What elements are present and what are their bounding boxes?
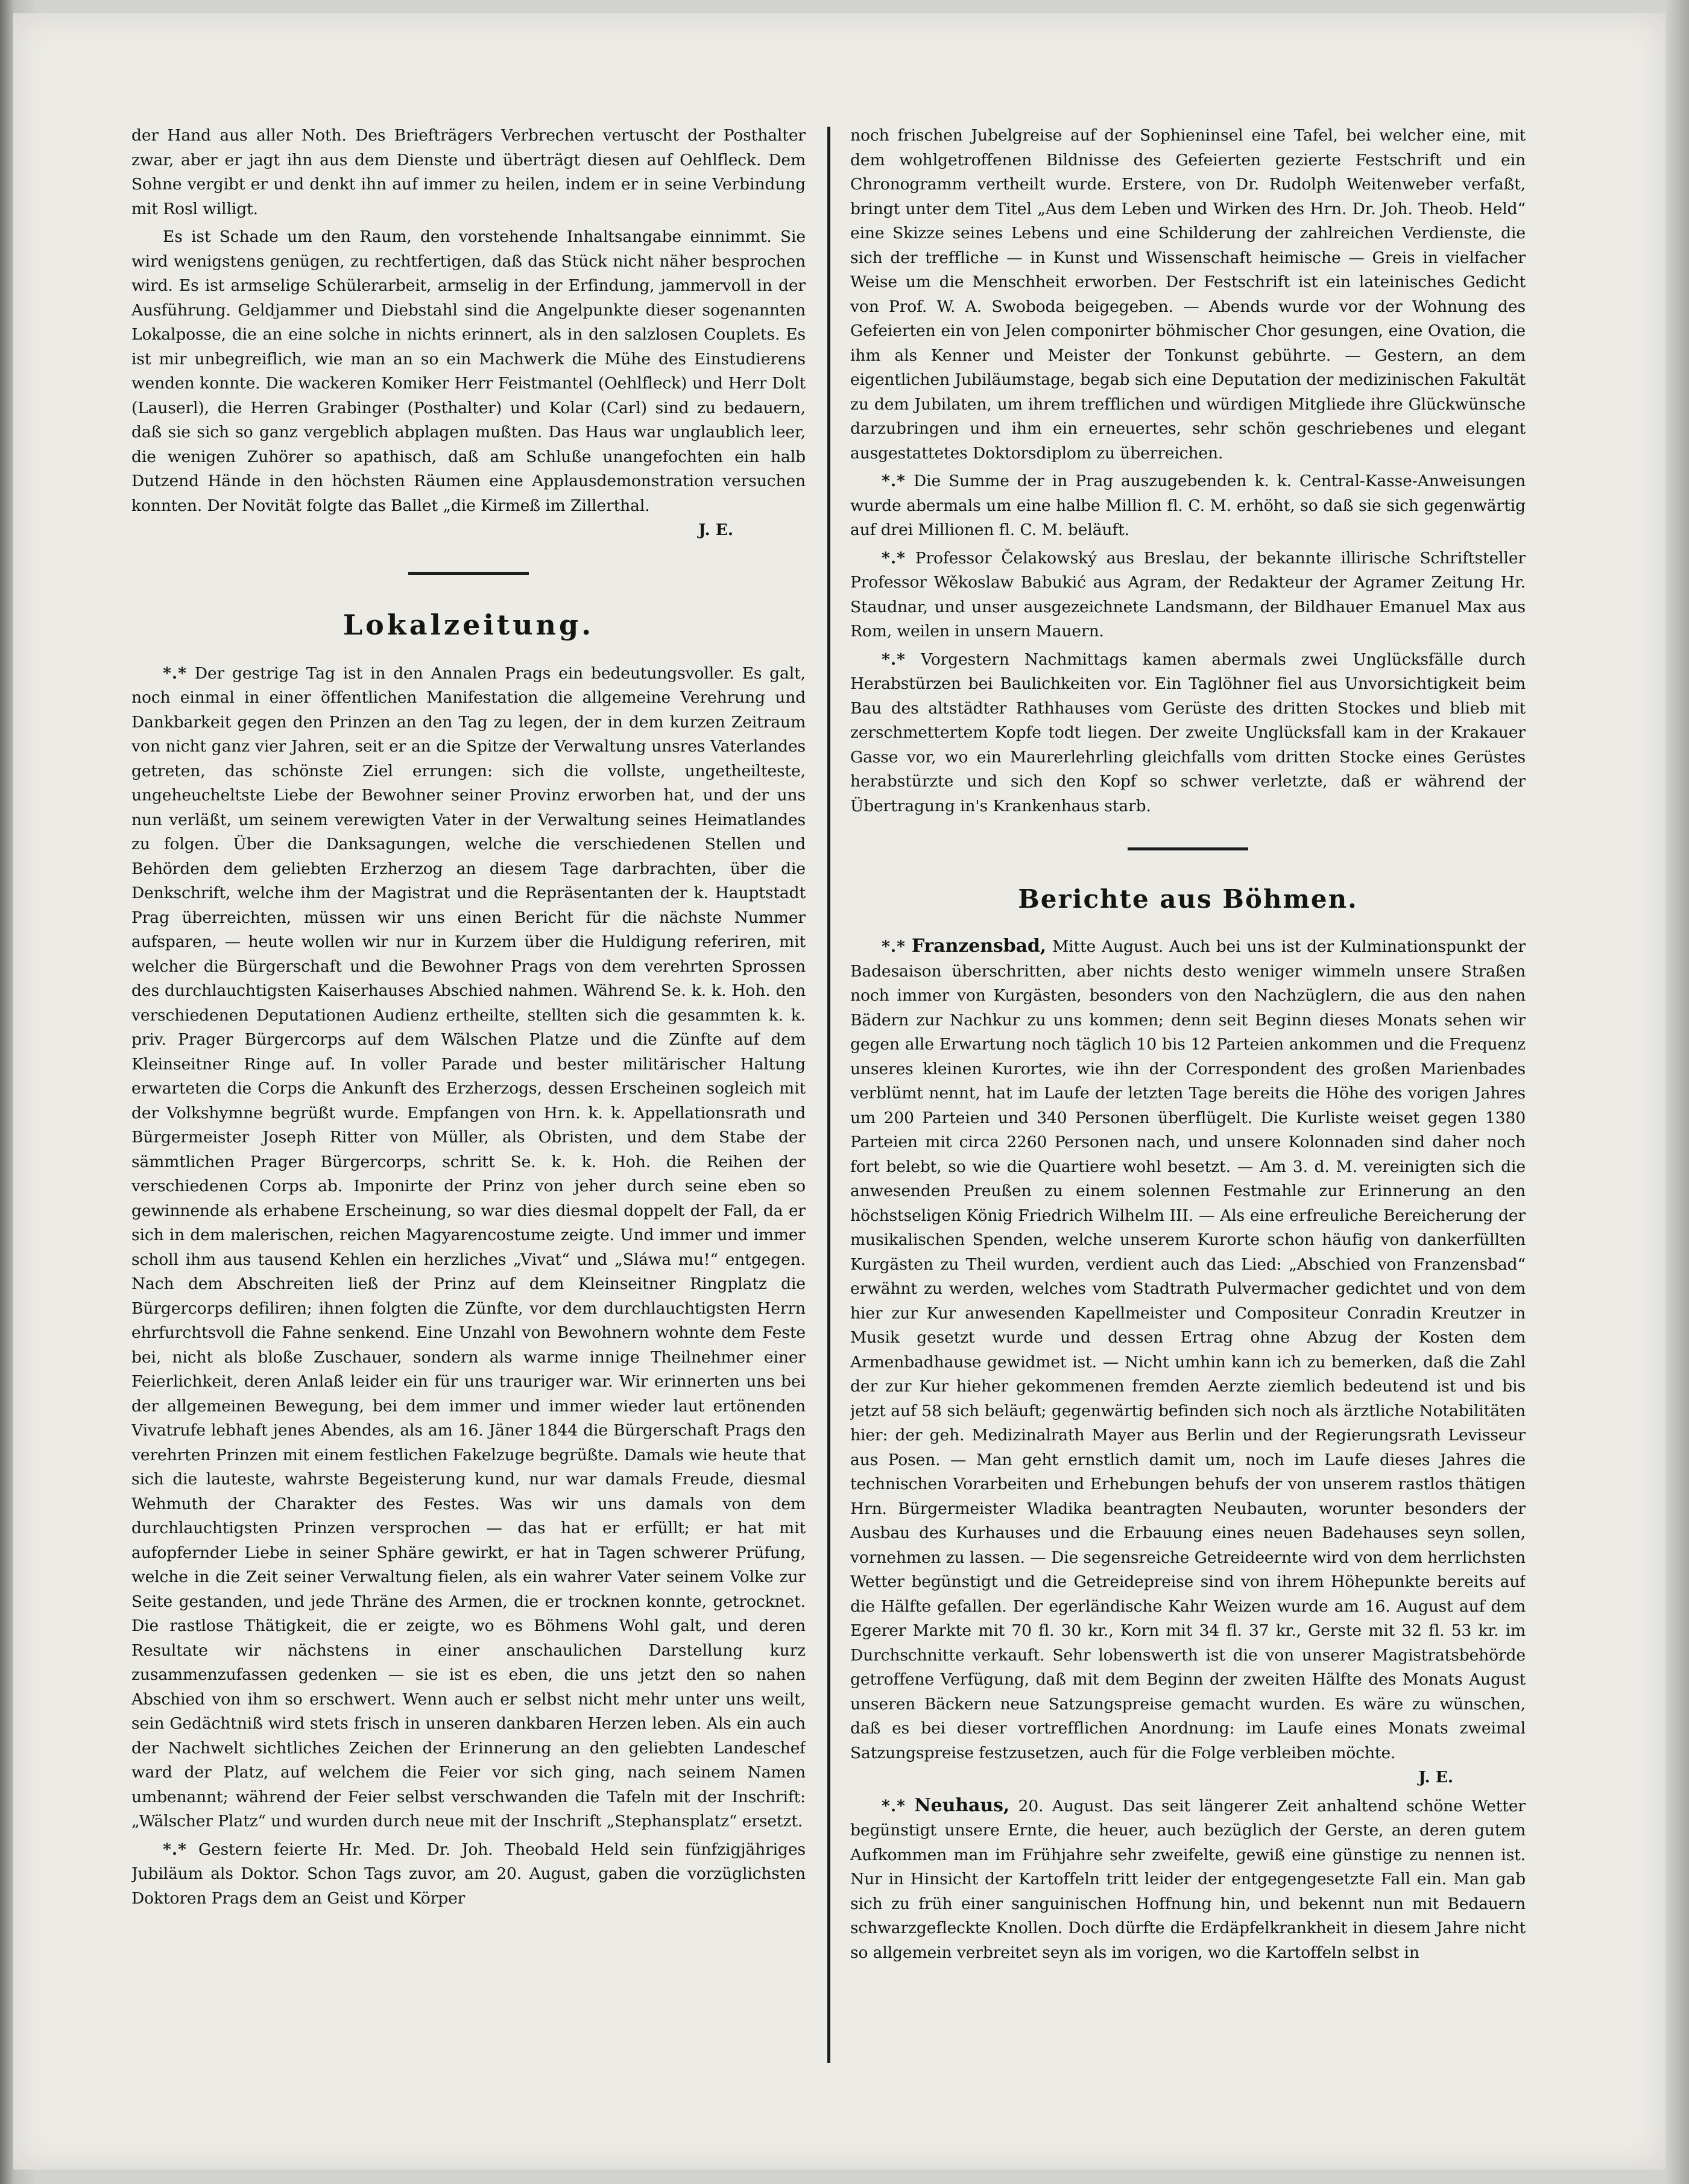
visitors-text: Professor Čelakowský aus Breslau, der bekannte illirische Schriftsteller Professor Wěkoslaw Babukić aus Agram, der Redakteur der Agramer Zeitung Hr. Staudnar, und unser ausgezeichnete Landsmann, der Bildhauer Emanuel Max aus Rom, weilen in unsern Mauern. <box>850 548 1526 641</box>
left-column <box>131 124 806 2118</box>
neuhaus-place: Neuhaus, <box>914 1794 1010 1816</box>
neuhaus-report <box>850 1794 1526 1966</box>
neuhaus-date: 20. August. <box>1018 1796 1114 1815</box>
paragraph-star-mark: *.* <box>882 650 906 669</box>
lokalzeitung-heading: Lokalzeitung. <box>343 608 595 641</box>
lokalzeitung-paragraph-2-text: Gestern feierte Hr. Med. Dr. Joh. Theobald Held sein fünfzigjähriges Jubiläum als Doktor. Schon Tags zuvor, am 20. August, gaben die vorzüglichsten Doktoren Prags dem an Geist und Körper <box>131 1840 806 1908</box>
theater-review-signature: J. E. <box>698 521 733 539</box>
paragraph-star-mark: *.* <box>163 663 187 683</box>
berichte-heading: Berichte aus Böhmen. <box>1018 884 1358 914</box>
accidents-paragraph <box>850 648 1526 819</box>
column-divider-rule <box>827 127 830 2063</box>
franzensbad-signature: J. E. <box>1418 1768 1453 1787</box>
paragraph-star-mark: *.* <box>882 1796 906 1815</box>
neuhaus-text: Das seit längerer Zeit anhaltend schöne Wetter begünstigt unsere Ernte, die heuer, auch bezüglich der Gerste, an deren gutem Aufkommen man im Frühjahre sehr zweifelte, gewiß eine günstige zu nennen ist. Nur in Hinsicht der Kartoffeln tritt leider der entgegengesetzte Fall ein. Man gab sich zu früh einer sanguinischen Hoffnung hin, und bekennt nun mit Bedauern schwarzgefleckte Knollen. Doch dürfte die Erdäpfelkrankheit in diesem Jahre nicht so allgemein verbreitet seyn als im vorigen, wo die Kartoffeln selbst in <box>850 1796 1526 1962</box>
paragraph-star-mark: *.* <box>163 1840 187 1859</box>
visitors-paragraph <box>850 546 1526 644</box>
theater-review-paragraph-2 <box>131 225 806 543</box>
section-divider-rule <box>1128 847 1248 850</box>
right-column <box>850 124 1526 2118</box>
lokalzeitung-paragraph-1 <box>131 662 806 1834</box>
franzensbad-report <box>850 934 1526 1790</box>
accidents-text: Vorgestern Nachmittags kamen abermals zwei Unglücksfälle durch Herabstürzen bei Baulichkeiten vor. Ein Taglöhner fiel aus Unvorsichtigkeit beim Bau des altstädter Rathhauses vom Gerüste des dritten Stockes und blieb mit zerschmettertem Kopfe todt liegen. Der zweite Unglücksfall kam in der Krakauer Gasse vor, wo ein Maurerlehrling gleichfalls vom dritten Stocke eines Gerüstes herabstürzte und sich den Kopf so schwer verletzte, daß er während der Übertragung in's Krankenhaus starb. <box>850 650 1526 815</box>
section-divider-rule <box>408 572 529 575</box>
theater-review-paragraph-1: der Hand aus aller Noth. Des Briefträgers Verbrechen vertuscht der Posthalter zwar, aber er jagt ihn aus dem Dienste und überträgt diesen auf Oehlfleck. Dem Sohne vergibt er und denkt ihn auf immer zu heilen, indem er in seine Verbindung mit Rosl willigt. <box>131 126 806 218</box>
lokalzeitung-paragraph-2 <box>131 1838 806 1911</box>
page-edge-shadow <box>1665 0 1689 2184</box>
franzensbad-text: Auch bei uns ist der Kulminationspunkt der Badesaison überschritten, aber nichts desto weniger wimmeln unsere Straßen noch immer von Kurgästen, besonders von den Nachzüglern, die aus den nahen Bädern zur Nachkur zu uns kommen; denn seit Beginn dieses Monats sehen wir gegen alle Erwartung noch täglich 10 bis 12 Parteien ankommen und die Frequenz unseres kleinen Kurortes, wie ihn der Correspondent des großen Marienbades verblümt nennt, hat im Laufe der letzten Tage bereits die Höhe des vorigen Jahres um 200 Parteien und 340 Personen überflügelt. Die Kurliste weiset gegen 1380 Parteien mit circa 2260 Personen nach, und unsere Kolonnaden sind daher noch fort belebt, so wie die Quartiere wohl besetzt. — Am 3. d. M. vereinigten sich die anwesenden Preußen zu einem solennen Festmahle zur Erinnerung an den höchstseligen König Friedrich Wilhelm III. — Als eine erfreuliche Bereicherung der musikalischen Spenden, welche unserem Kurorte schon häufig von dankerfüllten Kurgästen zu Theil wurden, verdient auch das Lied: „Abschied von Franzensbad“ erwähnt zu werden, welches vom Stadtrath Pulvermacher gedichtet und von dem hier zur Kur anwesenden Kapellmeister und Compositeur Conradin Kreutzer in Musik gesetzt wurde und dessen Ertrag ohne Abzug der Kosten dem Armenbadhause gewidmet ist. — Nicht umhin kann ich zu bemerken, daß die Zahl der zur Kur hieher gekommenen fremden Aerzte ziemlich bedeutend ist und bis jetzt auf 58 sich beläuft; gegenwärtig befinden sich noch als ärztliche Notabilitäten hier: der geh. Medizinalrath Mayer aus Berlin und der Regierungsrath Levisseur aus Posen. — Man geht ernstlich damit um, noch im Laufe dieses Jahres die technischen Vorarbeiten und Erhebungen behufs der von unserem rastlos thätigen Hrn. Bürgermeister Wladika beantragten Neubauten, worunter besonders der Ausbau des Kurhauses und die Erbauung eines neuen Badehauses seyn sollen, vornehmen zu lassen. — Die segensreiche Getreideernte wird von dem herrlichsten Wetter begünstigt und die Getreidepreise sind von ihrem Höhepunkte bereits auf die Hälfte gefallen. Der egerländische Kahr Weizen wurde am 16. August auf dem Egerer Markte mit 70 fl. 30 kr., Korn mit 34 fl. 37 kr., Gerste mit 32 fl. 53 kr. im Durchschnitte verkauft. Sehr lobenswerth ist die von unserer Magistratsbehörde getroffene Verfügung, daß mit dem Beginn der zweiten Hälfte des Monats August unseren Bäckern neue Satzungspreise gemacht wurden. Es wäre zu wünschen, daß es bei dieser vortrefflichen Anordnung: im Laufe eines Monats zweimal Satzungspreise festzusetzen, auch für die Folge verbleiben möchte. <box>850 937 1526 1762</box>
franzensbad-date: Mitte August. <box>1052 937 1164 956</box>
lokalzeitung-paragraph-1-text: Der gestrige Tag ist in den Annalen Prags ein bedeutungsvoller. Es galt, noch einmal in einer öffentlichen Manifestation die allgemeine Verehrung und Dankbarkeit gegen den Prinzen an den Tag zu legen, der in dem kurzen Zeitraum von nicht ganz vier Jahren, seit er an die Spitze der Verwaltung unsres Vaterlandes getreten, das schönste Ziel errungen: sich die vollste, ungetheilteste, ungeheucheltste Liebe der Bewohner seiner Provinz erworben hat, und der uns nun verläßt, um seinem verewigten Vater in der Verwaltung seines Heimatlandes zu folgen. Über die Danksagungen, welche die verschiedenen Stellen und Behörden dem geliebten Erzherzog an diesem Tage darbrachten, über die Denkschrift, welche ihm der Magistrat und die Repräsentanten der k. Hauptstadt Prag überreichten, müssen wir uns einen Bericht für die nächste Nummer aufsparen, — heute wollen wir nur in Kurzem über die Huldigung referiren, mit welcher die Bürgerschaft und die Bewohner Prags von dem verehrten Sprossen des durchlauchtigsten Kaiserhauses Abschied nahmen. Während Se. k. k. Hoh. den verschiedenen Deputationen Audienz ertheilte, stellten sich die gesammten k. k. priv. Prager Bürgercorps auf dem Wälschen Platze und die Zünfte auf dem Kleinseitner Ringe auf. In voller Parade und bester militärischer Haltung erwarteten die Corps die Ankunft des Erzherzogs, dessen Erscheinen sogleich mit der Volkshymne begrüßt wurde. Empfangen von Hrn. k. k. Appellationsrath und Bürgermeister Joseph Ritter von Müller, als Obristen, und dem Stabe der sämmtlichen Prager Bürgercorps, schritt Se. k. k. Hoh. die Reihen der verschiedenen Corps ab. Imponirte der Prinz von jeher durch seine eben so gewinnende als erhabene Erscheinung, so war dies diesmal doppelt der Fall, da er sich in dem malerischen, reichen Magyarencostume zeigte. Und immer und immer scholl ihm aus tausend Kehlen ein herzliches „Vivat“ und „Sláwa mu!“ entgegen. Nach dem Abschreiten ließ der Prinz auf dem Kleinseitner Ringplatz die Bürgercorps defiliren; ihnen folgten die Zünfte, vor dem durchlauchtigsten Herrn ehrfurchtsvoll die Fahne senkend. Eine Unzahl von Bewohnern wohnte dem Feste bei, nicht als bloße Zuschauer, sondern als warme innige Theilnehmer einer Feierlichkeit, deren Anlaß leider ein für uns trauriger war. Wir erinnerten uns bei der allgemeinen Bewegung, bei dem immer und immer wieder laut ertönenden Vivatrufe lebhaft jenes Abendes, als am 16. Jäner 1844 die Bürgerschaft Prags den verehrten Prinzen mit einem festlichen Fakelzuge begrüßte. Damals wie heute that sich die lauteste, wahrste Begeisterung kund, nur war damals Freude, diesmal Wehmuth der Charakter des Festes. Was wir uns damals von dem durchlauchtigsten Prinzen versprochen — das hat er erfüllt; er hat mit aufopfernder Liebe in seiner Sphäre gewirkt, er hat in Tagen schwerer Prüfung, welche in die Zeit seiner Verwaltung fielen, als ein wahrer Vater seinem Volke zur Seite gestanden, und jede Thräne des Armen, die er trocknen konnte, getrocknet. Die rastlose Thätigkeit, die er zeigte, wo es Böhmens Wohl galt, und deren Resultate wir nächstens in einer anschaulichen Darstellung kurz zusammenzufassen gedenken — sie ist es eben, die uns jetzt den so nahen Abschied von ihm so erschwert. Wenn auch er selbst nicht mehr unter uns weilt, sein Gedächtniß wird stets frisch in unseren dankbaren Herzen leben. Als ein auch der Nachwelt sichtliches Zeichen der Erinnerung an den geliebten Landeschef ward der Platz, auf welchem die Feier vor sich ging, nach seinem Namen umbenannt; während der Feier selbst verschwanden die Tafeln mit der Inschrift: „Wälscher Platz“ und wurden durch neue mit der Inschrift „Stephansplatz“ ersetzt. <box>131 663 806 1831</box>
kasse-anweisungen-text: Die Summe der in Prag auszugebenden k. k. Central-Kasse-Anweisungen wurde abermals um eine halbe Million fl. C. M. erhöht, so daß sie sich gegenwärtig auf drei Millionen fl. C. M. beläuft. <box>850 472 1526 539</box>
paragraph-star-mark: *.* <box>882 472 906 490</box>
franzensbad-place: Franzensbad, <box>911 935 1047 957</box>
paragraph-star-mark: *.* <box>882 937 906 956</box>
theater-review-paragraph-2-text: Es ist Schade um den Raum, den vorstehende Inhaltsangabe einnimmt. Sie wird wenigstens genügen, zu rechtfertigen, daß das Stück nicht näher besprochen wird. Es ist armselige Schülerarbeit, armselig in der Erfindung, jammervoll in der Ausführung. Geldjammer und Diebstahl sind die Angelpunkte dieser sogenannten Lokalposse, die an eine solche in nichts erinnert, als in den salzlosen Couplets. Es ist mir unbegreiflich, wie man an so ein Machwerk die Mühe des Einstudierens wenden konnte. Die wackeren Komiker Herr Feistmantel (Oehlfleck) und Herr Dolt (Lauserl), die Herren Grabinger (Posthalter) und Kolar (Carl) sind zu bedauern, daß sie sich so ganz vergeblich abplagen mußten. Das Haus war unglaublich leer, die wenigen Zuhörer so apathisch, daß am Schluße unangefochten ein halb Dutzend Hände in den höchsten Räumen eine Applausdemonstration versuchen konnten. Der Novität folgte das Ballet „die Kirmeß im Zillerthal. <box>131 227 806 515</box>
jubilee-continuation-paragraph: noch frischen Jubelgreise auf der Sophieninsel eine Tafel, bei welcher eine, mit dem wohlgetroffenen Bildnisse des Gefeierten gezierte Festschrift und ein Chronogramm vertheilt wurde. Erstere, von Dr. Rudolph Weitenweber verfaßt, bringt unter dem Titel „Aus dem Leben und Wirken des Hrn. Dr. Joh. Theob. Held“ eine Skizze seines Lebens und eine Schilderung der zahlreichen Verdienste, die sich der treffliche — in Kunst und Wissenschaft heimische — Greis in vielfacher Weise um die Menschheit erworben. Der Festschrift ist ein lateinisches Gedicht von Prof. W. A. Swoboda beigegeben. — Abends wurde vor der Wohnung des Gefeierten ein von Jelen componirter böhmischer Chor gesungen, eine Ovation, die ihm als Kenner und Meister der Tonkunst gebührte. — Gestern, an dem eigentlichen Jubiläumstage, begab sich eine Deputation der medizinischen Fakultät zu dem Jubilaten, um ihrem trefflichen und würdigen Mitgliede ihre Glückwünsche darzubringen und ihm ein erneuertes, sehr schön geschriebenes und elegant ausgestattetes Doktorsdiplom zu überreichen. <box>850 126 1526 463</box>
paragraph-star-mark: *.* <box>882 548 906 568</box>
kasse-anweisungen-paragraph <box>850 469 1526 543</box>
